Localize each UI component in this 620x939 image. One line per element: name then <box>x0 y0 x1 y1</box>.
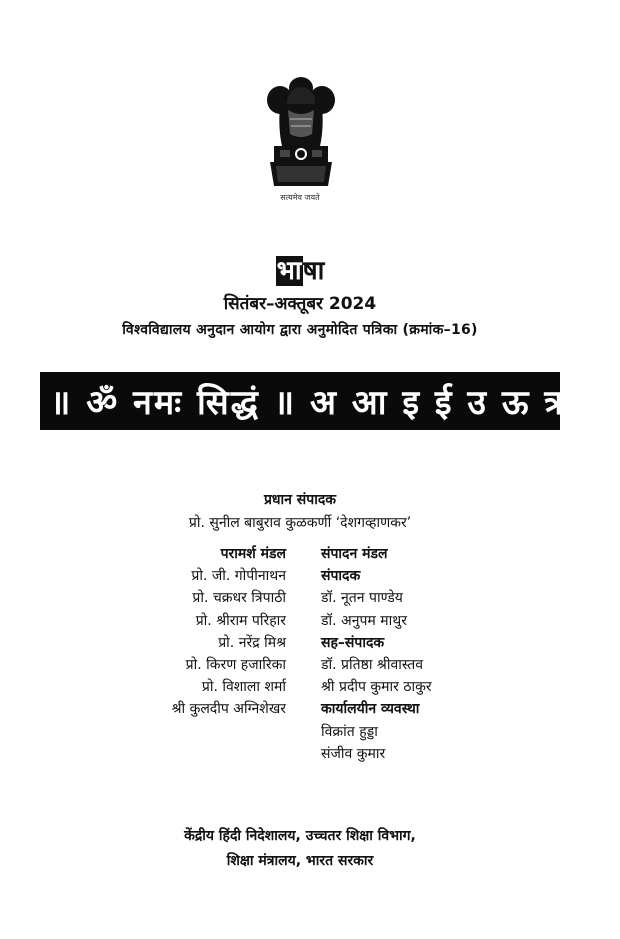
script-banner <box>40 372 620 430</box>
advisory-member: प्रो. जी. गोपीनाथन <box>191 568 286 585</box>
publisher-footer <box>0 824 600 874</box>
advisory-board-label: परामर्श मंडल <box>220 546 286 562</box>
editor-name: डॉ. नूतन पाण्डेय <box>321 590 403 607</box>
advisory-member: प्रो. श्रीराम परिहार <box>195 612 286 629</box>
banner-script-text: ॥ ॐ नमः सिद्धं ॥ अ आ इ ई उ ऊ ऋ ॠ <box>50 383 620 423</box>
issue-date: सितंबर–अक्तूबर 2024 <box>223 294 377 314</box>
publisher-line-1: केंद्रीय हिंदी निदेशालय, उच्चतर शिक्षा विभाग, <box>184 828 416 844</box>
advisory-member: प्रो. नरेंद्र मिश्र <box>218 634 286 651</box>
office-label: कार्यालयीन व्यवस्था <box>321 701 420 718</box>
chief-editor-label: प्रधान संपादक <box>263 492 337 508</box>
chief-editor-name: प्रो. सुनील बाबुराव कुळकर्णी ‘देशगव्हाणकर’ <box>188 515 412 531</box>
publisher-line-2: शिक्षा मंत्रालय, भारत सरकार <box>226 853 374 869</box>
co-editor-label: सह–संपादक <box>321 634 385 651</box>
state-emblem-icon <box>258 74 344 204</box>
emblem-motto: सत्यमेव जयते <box>280 193 320 202</box>
advisory-member: श्री कुलदीप अग्निशेखर <box>171 701 286 718</box>
office-member: संजीव कुमार <box>321 745 386 762</box>
advisory-member: प्रो. किरण हजारिका <box>185 656 286 673</box>
co-editor-name: डॉ. प्रतिष्ठा श्रीवास्तव <box>321 656 424 673</box>
approval-note: विश्वविद्यालय अनुदान आयोग द्वारा अनुमोदित पत्रिका (क्रमांक–16) <box>122 322 478 338</box>
co-editor-name: श्री प्रदीप कुमार ठाकुर <box>321 679 432 696</box>
journal-title <box>0 255 600 287</box>
editor-label: संपादक <box>321 568 361 585</box>
advisory-member: प्रो. चक्रधर त्रिपाठी <box>192 590 286 607</box>
title-initial: भा <box>276 256 302 286</box>
editorial-board-label: संपादन मंडल <box>321 546 388 562</box>
title-block <box>0 255 600 339</box>
editor-name: डॉ. अनुपम माथुर <box>321 612 407 629</box>
editorial-board <box>321 543 432 765</box>
title-rest: षा <box>302 256 325 286</box>
advisory-member: प्रो. विशाला शर्मा <box>201 679 286 696</box>
advisory-board <box>172 543 286 721</box>
office-member: विक्रांत हुड्डा <box>321 723 378 740</box>
chief-editor <box>0 490 600 532</box>
